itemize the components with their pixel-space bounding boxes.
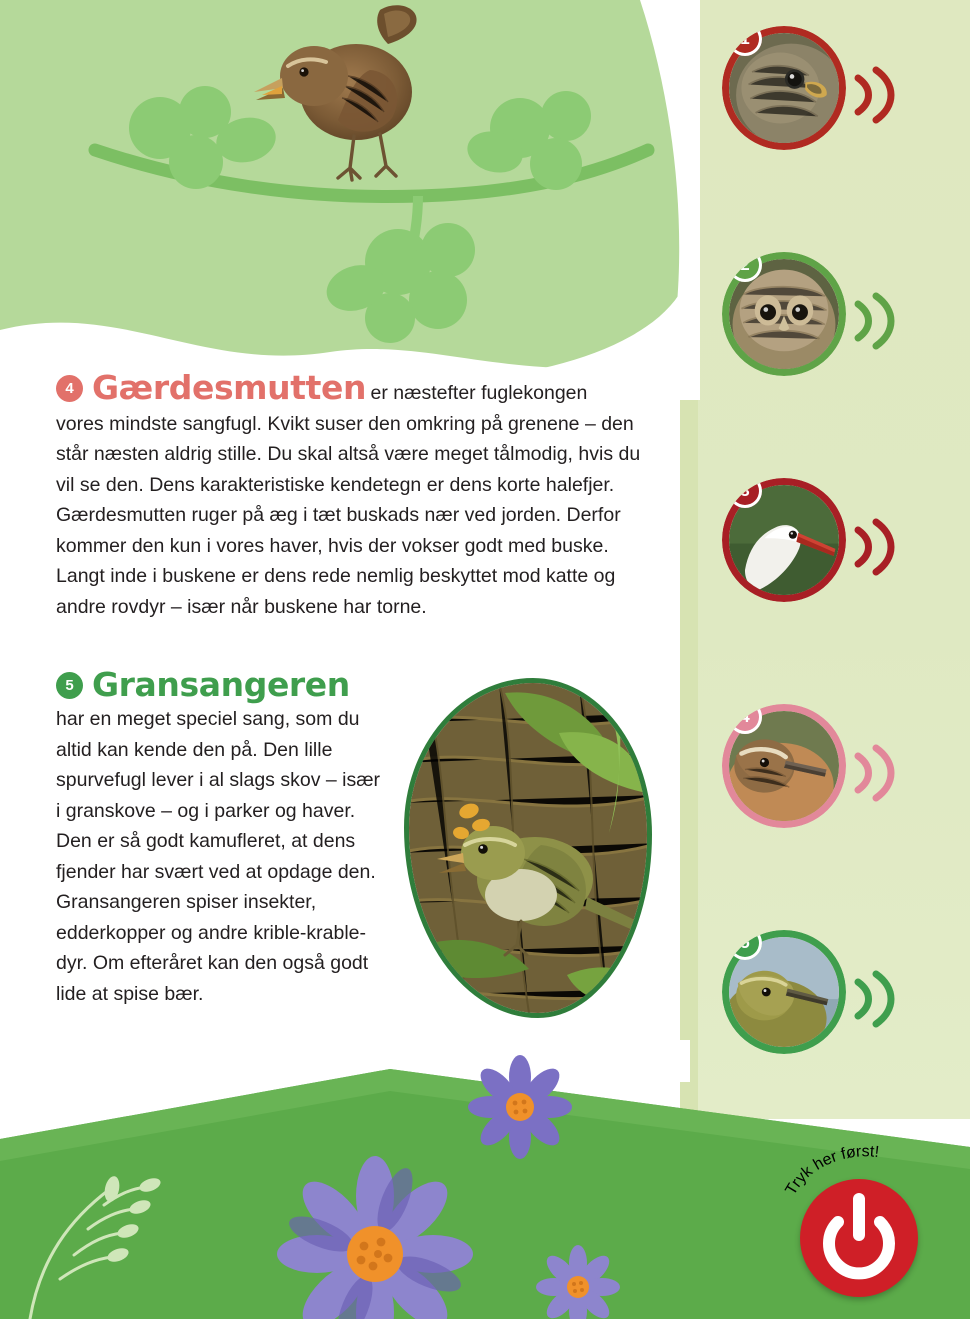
article-gransangeren (56, 665, 386, 1009)
sound-button-5-number: 5 (728, 930, 762, 960)
article-5-heading (56, 665, 386, 704)
sound-button-1-number: 1 (728, 26, 762, 56)
article-5-body: har en meget speciel sang, som du altid kan kende den på. Den lille spurvefugl lever i al slags skov – især i granskove – og i parker og haver. Den er så godt kamufleret, at dens fjender har svært ved at opdage den. Gransangeren spiser insekter, edderkopper og andre krible-krable-dyr. Om efteråret kan den også godt lide at spise bær. (56, 708, 381, 1005)
sound-button-2-number: 2 (728, 252, 762, 282)
sound-button-2[interactable] (722, 252, 846, 376)
sound-wave-icon-4 (846, 740, 912, 806)
article-gaerdesmutten (56, 368, 646, 622)
power-button-label-text: Tryk her først! (782, 1143, 880, 1199)
sound-wave-icon-5 (846, 966, 912, 1032)
article-4-body: vores mindste sangfugl. Kvikt suser den omkring på grenene – den står næsten aldrig stille. Du skal altså være meget tålmodig, hvis du vil se den. Dens karakteristiske kendetegn er dens korte halefjer. Gærdesmutten ruger på æg i tæt buskads nær ved jorden. Derfor kommer den kun i vores haver, hvis der vokser godt med buske. Langt inde i buskene er dens rede nemlig beskyttet mod katte og andre rovdyr – især når buskene har torne. (56, 412, 641, 618)
power-button[interactable] (800, 1179, 918, 1297)
sound-button-3[interactable] (722, 478, 846, 602)
sound-button-3-number: 3 (728, 478, 762, 508)
sound-button-4-number: 4 (728, 704, 762, 734)
sound-wave-icon-2 (846, 288, 912, 354)
article-5-title: Gransangeren (92, 665, 350, 704)
article-4-lead: er næstefter fuglekongen (370, 382, 588, 404)
sound-wave-icon-3 (846, 514, 912, 580)
article-4-title: Gærdesmutten (92, 368, 367, 407)
sound-button-4[interactable] (722, 704, 846, 828)
power-icon (800, 1179, 918, 1297)
article-5-number: 5 (56, 672, 83, 699)
chiffchaff-nest-illustration (409, 683, 649, 1015)
article-4-number: 4 (56, 375, 83, 402)
article-4-heading (56, 368, 646, 409)
power-button-group[interactable] (778, 1134, 948, 1309)
flower-small-top (468, 1055, 572, 1159)
sound-wave-icon-1 (846, 62, 912, 128)
sound-button-1[interactable] (722, 26, 846, 150)
